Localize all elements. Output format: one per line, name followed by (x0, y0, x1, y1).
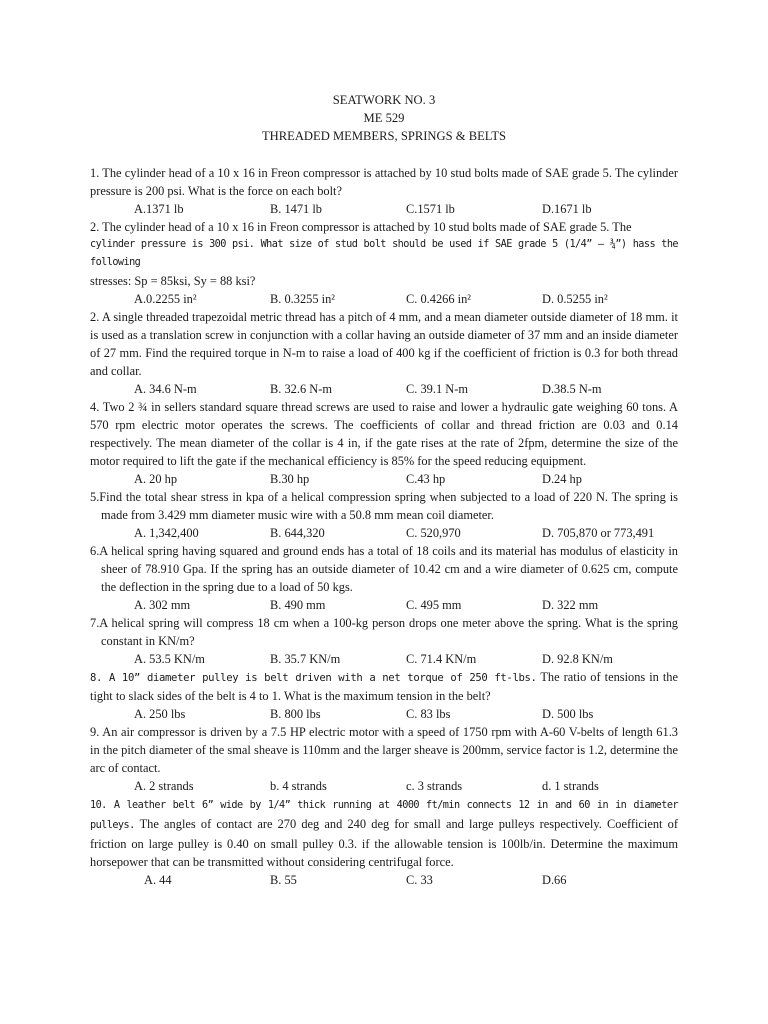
question-8 (90, 668, 678, 705)
question-text (90, 668, 678, 705)
question-7 (90, 614, 678, 650)
answer-choices (90, 290, 678, 308)
choice-d: D.66 (542, 873, 567, 887)
choice-a: A. 20 hp (134, 472, 178, 486)
course-code: ME 529 (363, 111, 405, 125)
answer-choices (90, 470, 678, 488)
question-text: 9. An air compressor is driven by a 7.5 HP electric motor with a speed of 1750 rpm with A-60 V-belts of length 61.3 in the pitch diameter of the smal sheave is 110mm and the larger sheave is 200mm, service factor is 1.2, determine the arc of contact. (90, 725, 678, 775)
answer-choices (90, 524, 678, 542)
choice-b: b. 4 strands (270, 779, 327, 793)
choice-b: B. 490 mm (270, 598, 326, 612)
question-3 (90, 308, 678, 380)
choice-c: C. 83 lbs (406, 707, 451, 721)
choice-d: D. 500 lbs (542, 707, 594, 721)
answer-choices (90, 777, 678, 795)
document-header (90, 91, 678, 145)
choice-c: c. 3 strands (406, 779, 463, 793)
choice-d: D. 322 mm (542, 598, 599, 612)
choice-b: B. 644,320 (270, 526, 325, 540)
topic-title: THREADED MEMBERS, SPRINGS & BELTS (261, 129, 507, 143)
choice-c: C. 495 mm (406, 598, 462, 612)
choice-a: A. 34.6 N-m (134, 382, 197, 396)
worksheet-page (90, 91, 678, 889)
choice-a: A. 1,342,400 (134, 526, 199, 540)
answer-choices (90, 596, 678, 614)
choice-b: B. 35.7 KN/m (270, 652, 341, 666)
question-text: stresses: Sp = 85ksi, Sy = 88 ksi? (90, 274, 256, 288)
question-text-handwritten: 8. A 10” diameter pulley is belt driven with a net torque of 250 ft-lbs. (90, 672, 537, 684)
question-6 (90, 542, 678, 596)
choice-d: D. 92.8 KN/m (542, 652, 613, 666)
question-1 (90, 164, 678, 200)
question-text-handwritten: cylinder pressure is 300 psi. What size of stud bolt should be used if SAE grade 5 (1/4” – ¾”) hass the following (90, 239, 678, 268)
answer-choices (90, 871, 678, 889)
question-text (90, 795, 678, 871)
choice-d: D. 0.5255 in² (542, 292, 608, 306)
answer-choices (90, 705, 678, 723)
choice-d: D.38.5 N-m (542, 382, 602, 396)
choice-a: A.1371 lb (134, 202, 184, 216)
question-text: 6.A helical spring having squared and ground ends has a total of 18 coils and its material has modulus of elasticity in sheer of 78.910 Gpa. If the spring has an outside diameter of 10.42 cm and a wire diameter of 0.625 cm, compute the deflection in the spring due to a load of 50 kgs. (90, 544, 678, 594)
answer-choices (90, 650, 678, 668)
question-4 (90, 398, 678, 470)
choice-a: A. 302 mm (134, 598, 191, 612)
question-text-handwritten: 10. A leather belt 6” wide by 1/4” thick running at 4000 ft/min connects 12 in and 60 in in diameter pulleys. (90, 800, 678, 831)
choice-c: C. 0.4266 in² (406, 292, 471, 306)
question-text: 4. Two 2 ¾ in sellers standard square thread screws are used to raise and lower a hydraulic gate weighing 60 tons. A 570 rpm electric motor operates the screws. The coefficients of collar and thread friction are 0.03 and 0.14 respectively. The mean diameter of the collar is 4 in, if the gate rises at the rate of 2fpm, determine the size of the motor required to lift the gate if the mechanical efficiency is 85% for the speed reducing equipment. (90, 400, 678, 468)
question-text: 2. A single threaded trapezoidal metric thread has a pitch of 4 mm, and a mean diameter outside diameter of 18 mm. it is used as a translation screw in conjunction with a collar having an outside diameter of 37 mm and an inside diameter of 27 mm. Find the required torque in N-m to raise a load of 400 kg if the coefficient of friction is 0.3 for both thread and collar. (90, 310, 678, 378)
choice-b: B. 800 lbs (270, 707, 321, 721)
choice-d: D. 705,870 or 773,491 (542, 526, 655, 540)
choice-a: A.0.2255 in² (134, 292, 197, 306)
question-list (90, 164, 678, 889)
choice-a: A. 250 lbs (134, 707, 186, 721)
answer-choices (90, 380, 678, 398)
choice-c: C.1571 lb (406, 202, 455, 216)
choice-b: B. 0.3255 in² (270, 292, 335, 306)
question-text: 5.Find the total shear stress in kpa of a helical compression spring when subjected to a load of 220 N. The spring is made from 3.429 mm diameter music wire with a 50.8 mm mean coil diameter. (90, 490, 678, 522)
choice-b: B. 1471 lb (270, 202, 322, 216)
choice-b: B. 55 (270, 873, 297, 887)
question-2 (90, 218, 678, 290)
seatwork-title: SEATWORK NO. 3 (332, 93, 436, 107)
choice-c: C. 71.4 KN/m (406, 652, 477, 666)
question-text: 7.A helical spring will compress 18 cm when a 100-kg person drops one meter above the spring. What is the spring constant in KN/m? (90, 616, 678, 648)
choice-a: A. 2 strands (134, 779, 194, 793)
question-text: 2. The cylinder head of a 10 x 16 in Freon compressor is attached by 10 stud bolts made of SAE grade 5. The (90, 220, 632, 234)
choice-a: A. 53.5 KN/m (134, 652, 205, 666)
question-9 (90, 723, 678, 777)
choice-c: C.43 hp (406, 472, 446, 486)
choice-a: A. 44 (144, 873, 172, 887)
question-text-typed: The ratio of tensions in the tight to slack sides of the belt is 4 to 1. What is the maximum tension in the belt? (90, 670, 679, 703)
choice-c: C. 33 (406, 873, 433, 887)
answer-choices (90, 200, 678, 218)
question-5 (90, 488, 678, 524)
question-text-typed: The angles of contact are 270 deg and 240 deg for small and large pulleys respectively. Coefficient of friction on large pulley is 0.40 on small pulley 0.3. if the allowable tension is 100lb/in. Determine the maximum horsepower that can be transmitted without considering centrifugal force. (90, 817, 678, 869)
choice-c: C. 39.1 N-m (406, 382, 468, 396)
choice-b: B.30 hp (270, 472, 310, 486)
choice-d: D.24 hp (542, 472, 582, 486)
choice-d: D.1671 lb (542, 202, 592, 216)
choice-d: d. 1 strands (542, 779, 599, 793)
choice-c: C. 520,970 (406, 526, 461, 540)
choice-b: B. 32.6 N-m (270, 382, 332, 396)
question-10 (90, 795, 678, 871)
question-text: 1. The cylinder head of a 10 x 16 in Freon compressor is attached by 10 stud bolts made of SAE grade 5. The cylinder pressure is 200 psi. What is the force on each bolt? (90, 166, 678, 198)
